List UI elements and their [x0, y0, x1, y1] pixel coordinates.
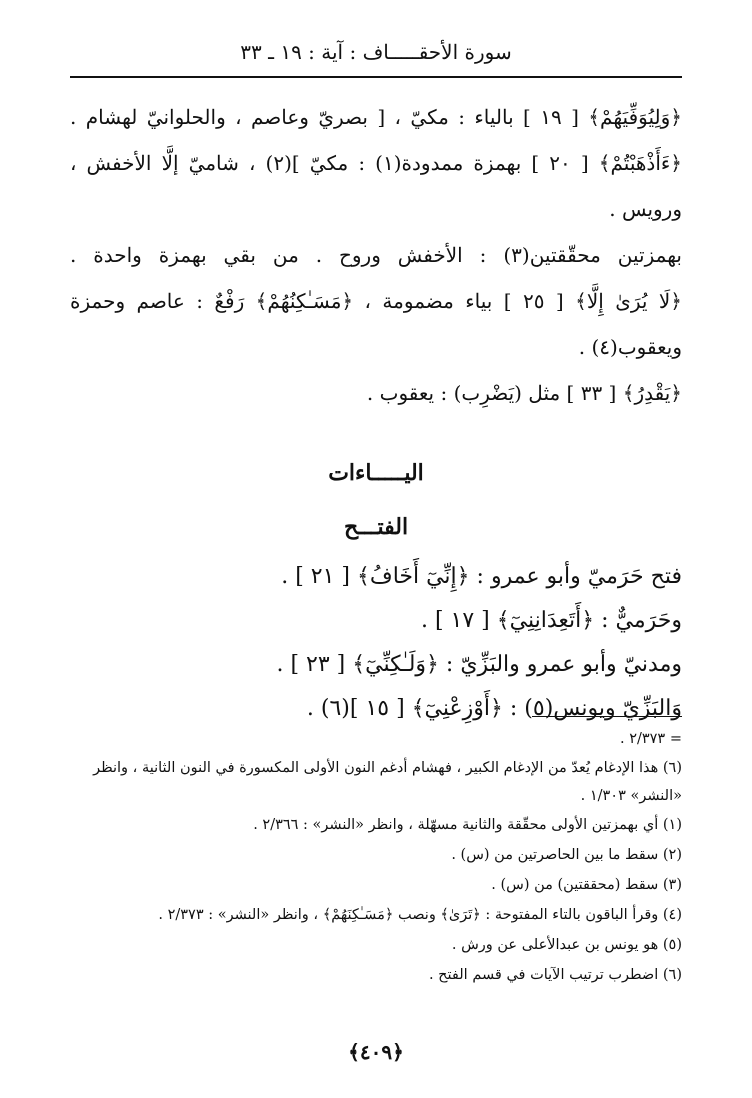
footnote: (٦) اضطرب ترتيب الآيات في قسم الفتح .	[428, 967, 682, 983]
footnote: (٣) سقط (محققتين) من (س) .	[491, 877, 682, 893]
yaat-list	[70, 555, 682, 731]
footnote-continuation: = ٢/٣٧٣ .	[619, 731, 682, 747]
text-line: فتح حَرَميّ وأبو عمرو : ﴿إِنِّيٓ أَخَافُ﴾ [ ٢١ ] .	[281, 564, 682, 589]
page	[70, 30, 682, 1080]
text-line: ويعقوب(٤) .	[578, 335, 682, 359]
section-subtitle: الفتـــح	[343, 514, 409, 540]
text-line: ﴿ءَأَذْهَبْتُمْ﴾ [ ٢٠ ] بهمزة ممدودة(١) : مكيّ ](٢) ، شاميّ إلَّا الأخفش ،	[70, 151, 683, 175]
footnote: (٦) هذا الإدغام يُعدّ من الإدغام الكبير ، فهشام أدغم النون الأولى المكسورة في النون الثانية ، وانظر «النشر» ١/٣٠٣ .	[93, 760, 682, 804]
text-line: وَالبَزِّيّ ويونس(٥) : ﴿أَوْزِعْنِيٓ﴾ [ ١٥ ](٦) .	[306, 696, 682, 721]
page-number: ﴿٤٠٩﴾	[348, 1040, 404, 1064]
footnote: (٤) وقرأ الباقون بالتاء المفتوحة : ﴿تَرَىٰ﴾ ونصب ﴿مَسَـٰكِنَهُمْ﴾ ، وانظر «النشر» : ٢/٣٧٣ .	[158, 907, 682, 923]
text-line: وحَرَميٌّ : ﴿أَتَعِدَانِنِيٓ﴾ [ ١٧ ] .	[420, 608, 682, 633]
text-line: ﴿وَلِيُوَفِّيَهُمْ﴾ [ ١٩ ] بالياء : مكيّ ، [ بصريّ وعاصم ، والحلوانيّ لهشام .	[70, 105, 682, 129]
text-line: ﴿لَا يُرَىٰ إِلَّا﴾ [ ٢٥ ] بياء مضمومة ، ﴿مَسَـٰكِنُهُمْ﴾ رَفْعٌ : عاصم وحمزة	[70, 289, 682, 313]
text-line: بهمزتين محقّقتين(٣) : الأخفش وروح . من بقي بهمزة واحدة .	[70, 243, 682, 267]
footnote-divider	[532, 716, 682, 717]
footnote: (٥) هو يونس بن عبدالأعلى عن ورش .	[451, 937, 682, 953]
footnote: (١) أي بهمزتين الأولى محقّقة والثانية مسهّلة ، وانظر «النشر» : ٢/٣٦٦ .	[253, 817, 682, 833]
text-line: ومدنيّ وأبو عمرو والبَزِّيّ : ﴿وَلَـٰكِنِّيٓ﴾ [ ٢٣ ] .	[276, 652, 682, 677]
running-header: سورة الأحقـــــاف : آية : ١٩ ـ ٣٣	[240, 40, 512, 64]
footnotes	[70, 724, 682, 990]
section-title: اليـــــاءات	[328, 460, 424, 486]
header-divider	[70, 76, 682, 78]
text-line: ورويس .	[609, 197, 682, 221]
footnote: (٢) سقط ما بين الحاصرتين من (س) .	[451, 847, 682, 863]
text-line: ﴿يَقْدِرُ﴾ [ ٣٣ ] مثل (يَضْرِب) : يعقوب .	[366, 381, 682, 405]
main-text	[70, 94, 682, 416]
